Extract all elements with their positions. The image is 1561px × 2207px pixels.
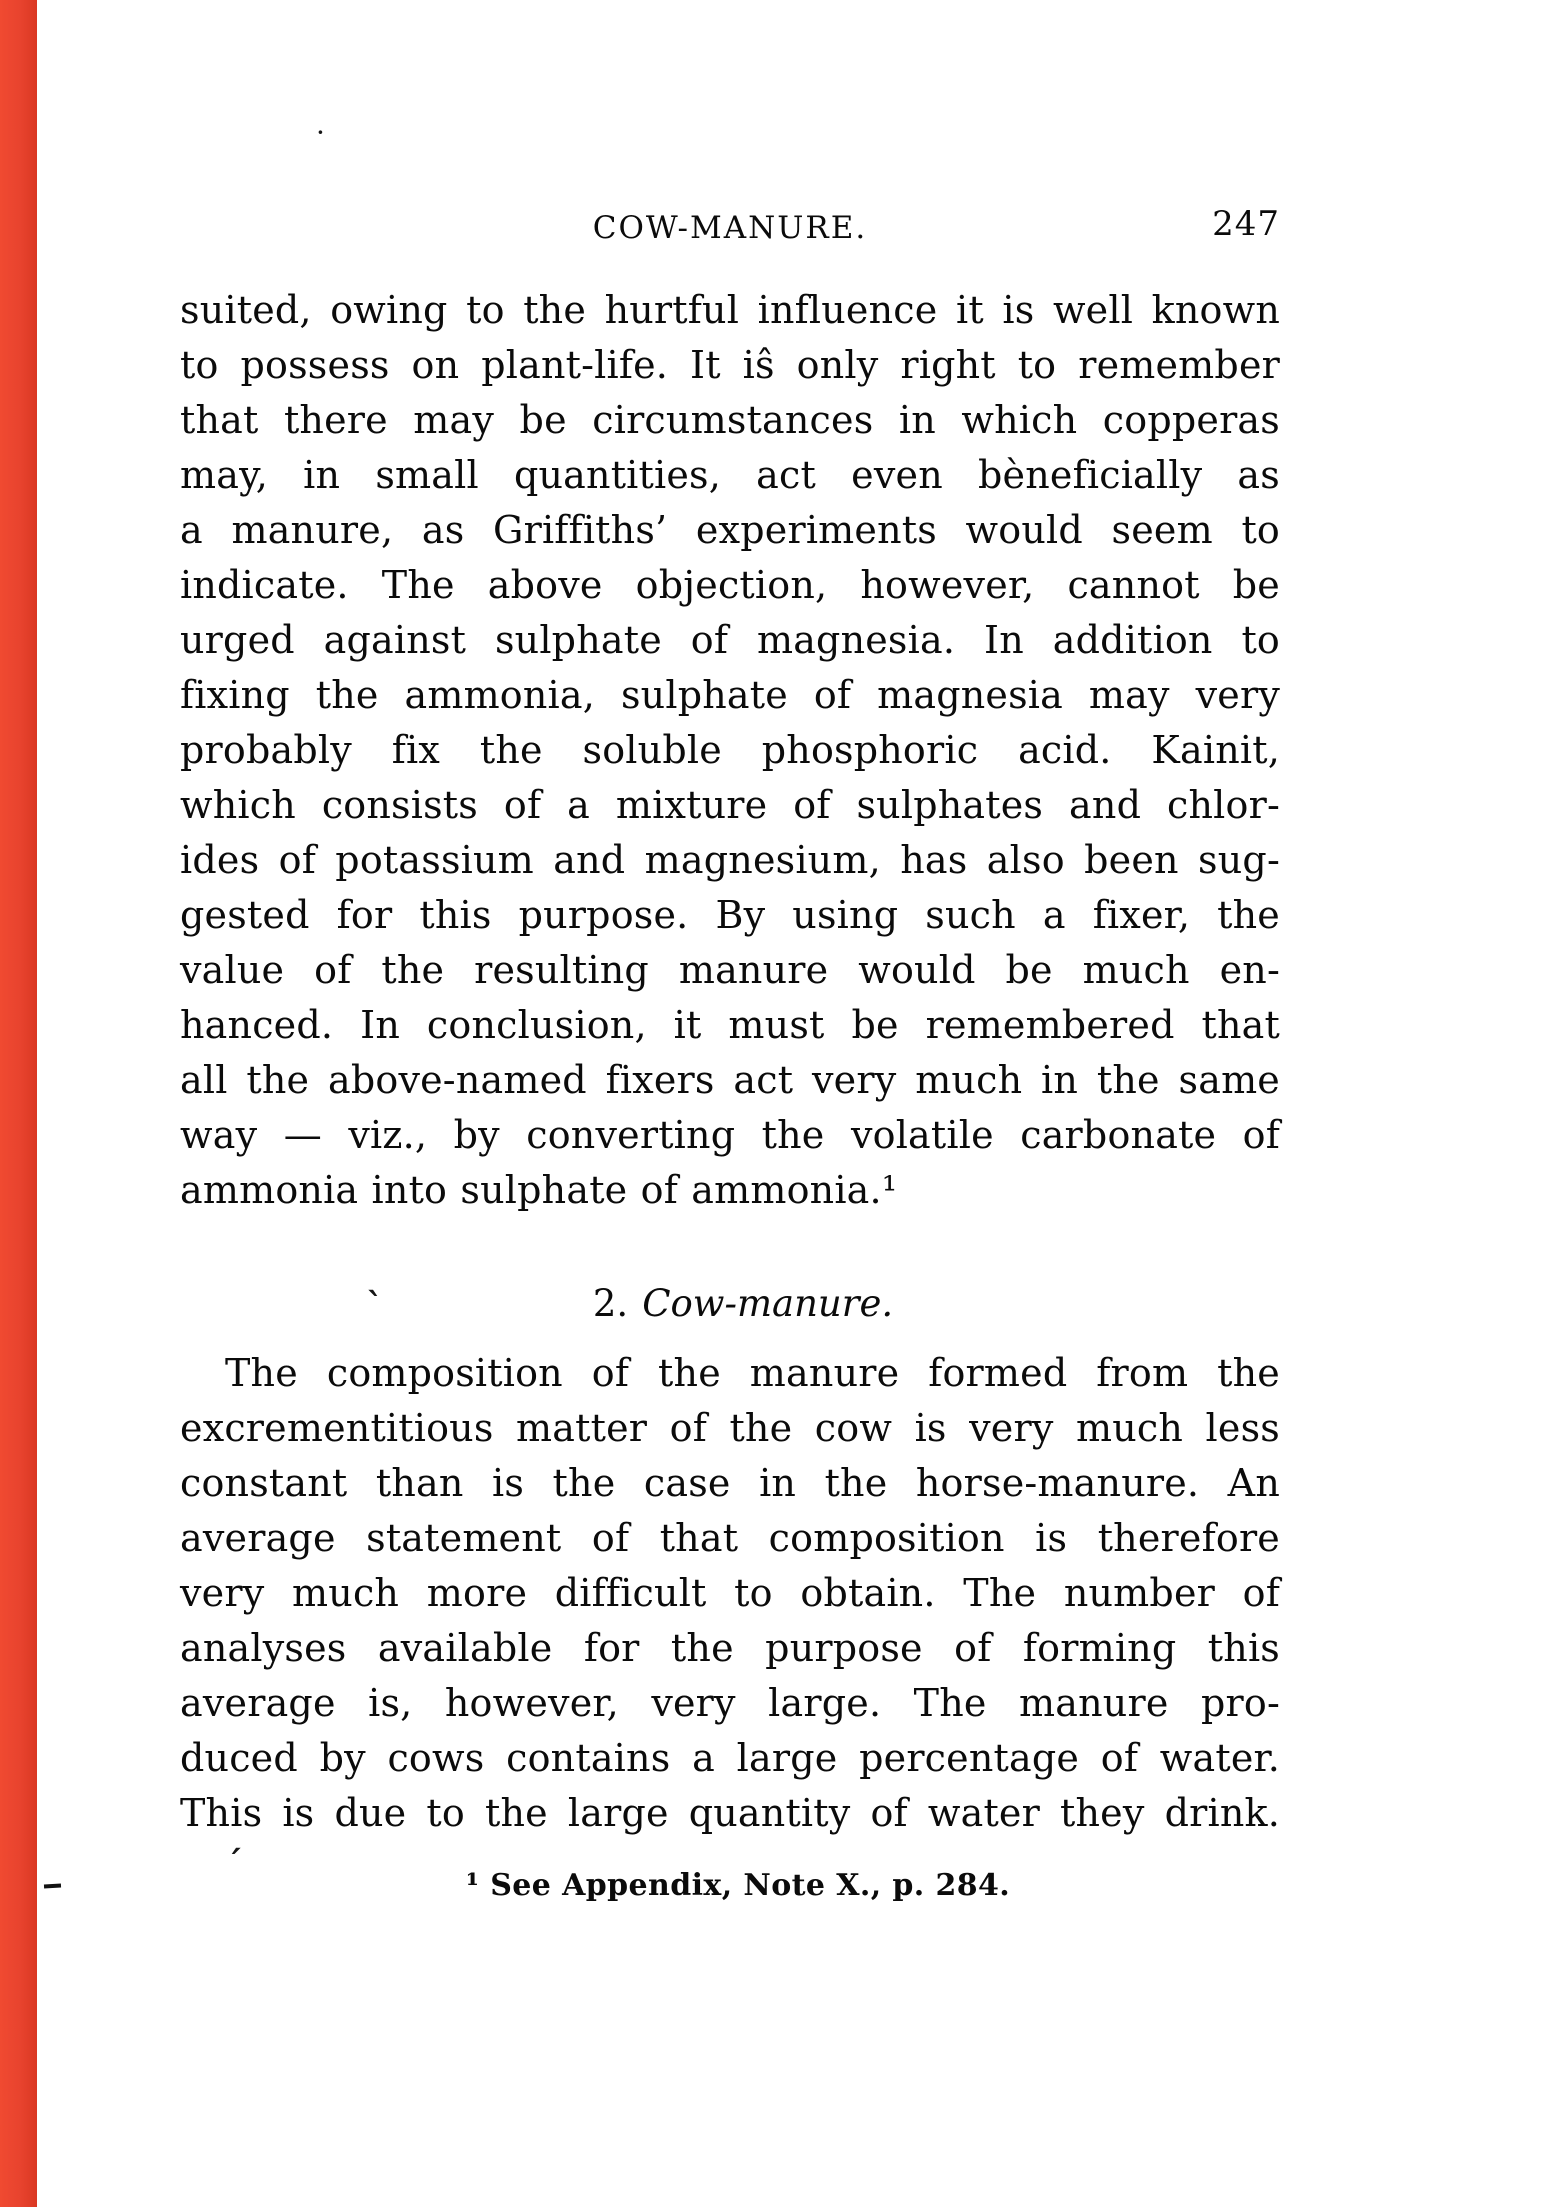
text-line: average statement of that composition is therefore: [180, 1516, 1280, 1560]
text-line: hanced. In conclusion, it must be remembered that: [180, 1003, 1280, 1047]
running-title: COW-MANURE.: [592, 210, 868, 246]
text-line: value of the resulting manure would be much en-: [180, 948, 1280, 992]
text-line: all the above-named fixers act very much in the same: [180, 1058, 1280, 1102]
text-line: constant than is the case in the horse-manure. An: [180, 1461, 1280, 1505]
text-line: way — viz., by converting the volatile carbonate of: [180, 1113, 1280, 1157]
text-line: to possess on plant-life. It iŝ only right to remember: [180, 343, 1280, 387]
text-line: probably fix the soluble phosphoric acid. Kainit,: [180, 728, 1280, 772]
scan-speck-top: ·: [316, 116, 325, 149]
section-heading: [193, 1276, 1293, 1331]
text-line: average is, however, very large. The manure pro-: [180, 1681, 1280, 1725]
text-line: fixing the ammonia, sulphate of magnesia may very: [180, 673, 1280, 717]
text-line: a manure, as Griffiths’ experiments would seem to: [180, 508, 1280, 552]
body-paragraph-2: [180, 1346, 1280, 1841]
book-edge-strip: [0, 0, 37, 2207]
text-line: analyses available for the purpose of forming this: [180, 1626, 1280, 1670]
text-line: which consists of a mixture of sulphates and chlor-: [180, 783, 1280, 827]
scan-speck-left-edge-dash: [44, 1884, 61, 1889]
body-paragraph-1: [180, 283, 1280, 1218]
text-line: very much more difficult to obtain. The number of: [180, 1571, 1280, 1615]
scan-speck-heading: ˋ: [366, 1286, 383, 1326]
text-line: duced by cows contains a large percentage of water.: [180, 1736, 1280, 1780]
text-line: ammonia into sulphate of ammonia.¹: [180, 1168, 898, 1212]
text-line: suited, owing to the hurtful influence it is well known: [180, 288, 1280, 332]
footnote: ¹ See Appendix, Note X., p. 284.: [465, 1868, 1011, 1903]
text-line: The composition of the manure formed from the: [225, 1351, 1280, 1395]
text-line: indicate. The above objection, however, cannot be: [180, 563, 1280, 607]
page-number: 247: [1212, 204, 1280, 244]
scan-speck-footnote-margin: ˊ: [226, 1844, 243, 1884]
text-line: may, in small quantities, act even bèneficially as: [180, 453, 1280, 497]
text-line: ides of potassium and magnesium, has also been sug-: [180, 838, 1280, 882]
text-line: gested for this purpose. By using such a fixer, the: [180, 893, 1280, 937]
text-line: urged against sulphate of magnesia. In addition to: [180, 618, 1280, 662]
page-header: [180, 206, 1280, 256]
text-line: This is due to the large quantity of water they drink.: [180, 1791, 1280, 1835]
text-line: that there may be circumstances in which copperas: [180, 398, 1280, 442]
section-title: Cow-manure.: [642, 1282, 894, 1325]
text-line: excrementitious matter of the cow is very much less: [180, 1406, 1280, 1450]
section-number: 2.: [592, 1282, 629, 1325]
